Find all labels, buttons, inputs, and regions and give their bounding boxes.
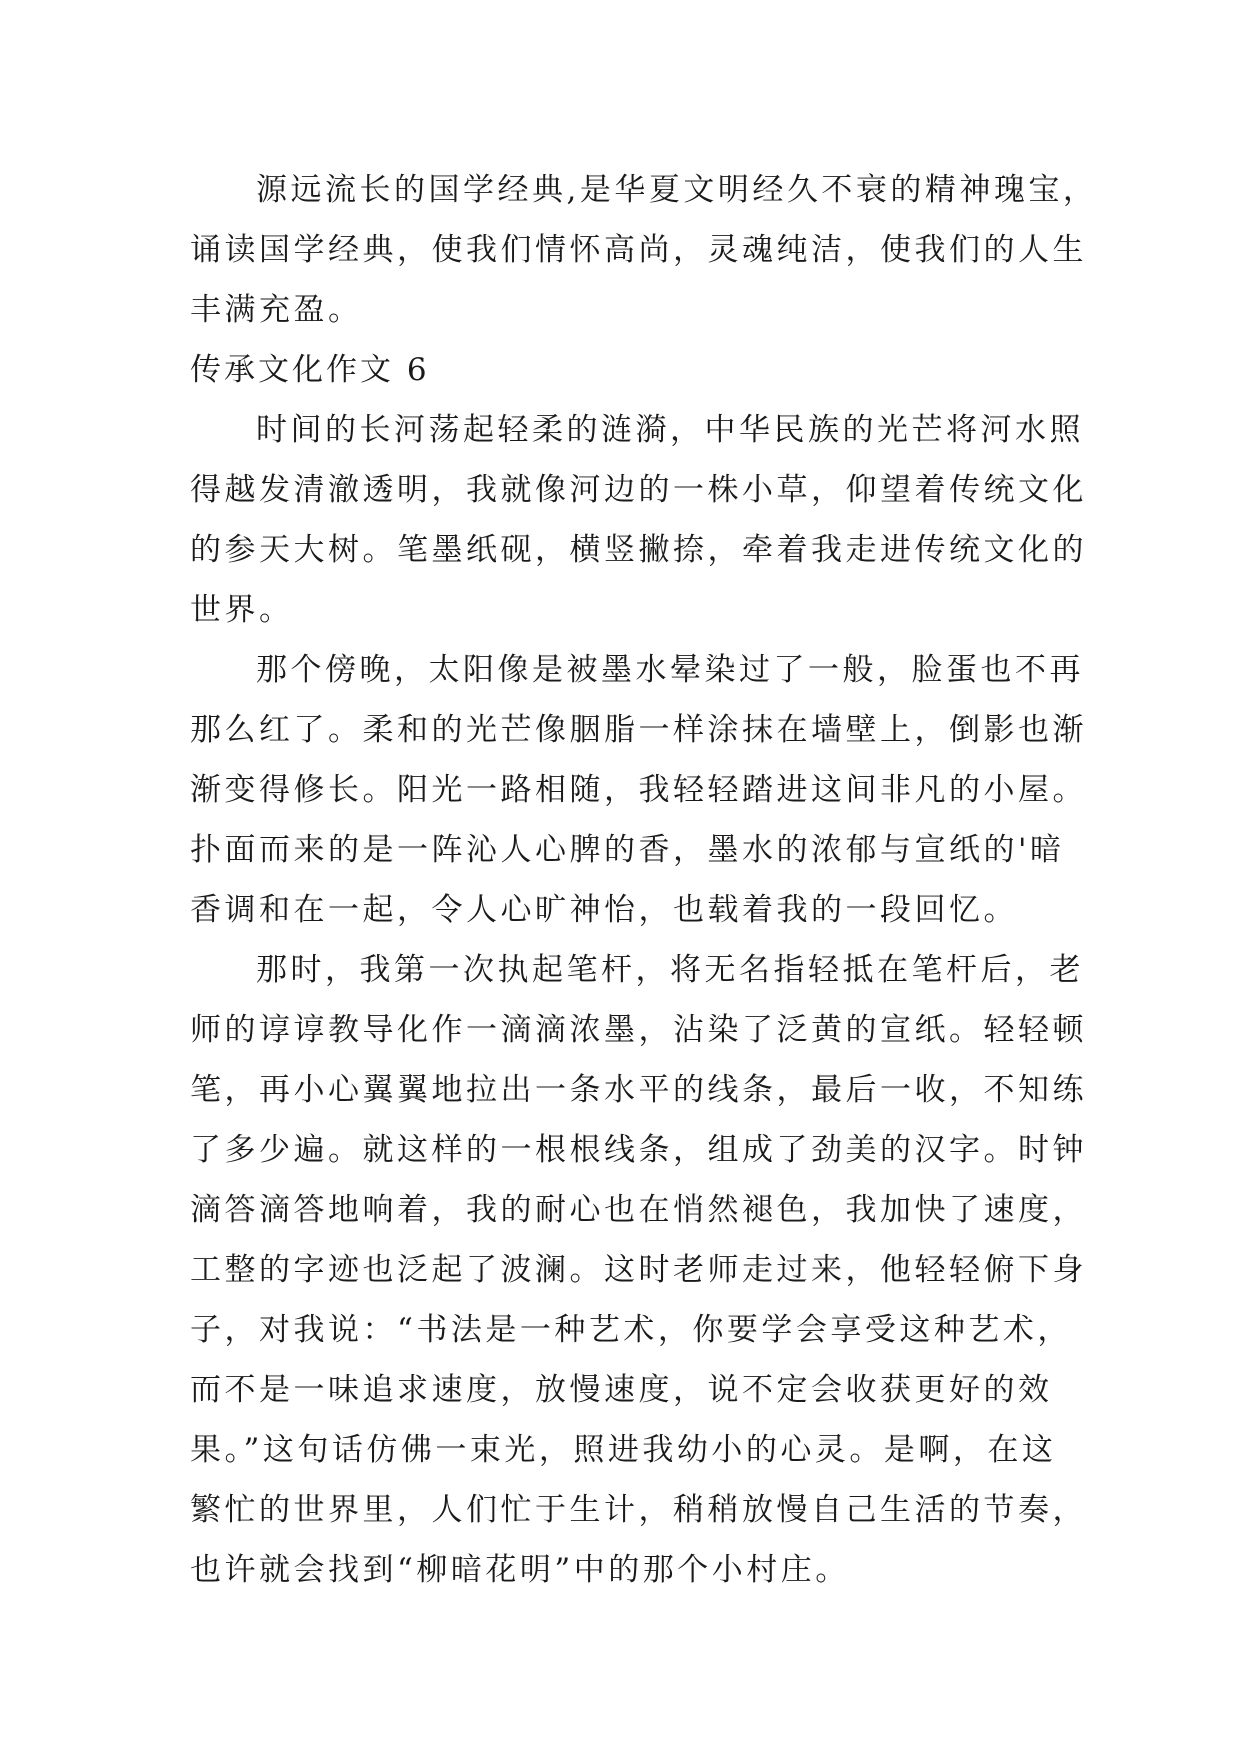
- paragraph-1: [190, 400, 1087, 640]
- paragraph-2: [190, 640, 1087, 940]
- text-line: 笔，再小心翼翼地拉出一条水平的线条，最后一收，不知练: [190, 1072, 1087, 1108]
- text-line: 而不是一味追求速度，放慢速度，说不定会收获更好的效: [190, 1372, 1053, 1408]
- text-line: 工整的字迹也泛起了波澜。这时老师走过来，他轻轻俯下身: [190, 1252, 1087, 1288]
- text-line: 那个傍晚，太阳像是被墨水晕染过了一般，脸蛋也不再: [256, 652, 1084, 688]
- text-line: 世界。: [190, 592, 294, 628]
- text-line: 时间的长河荡起轻柔的涟漪，中华民族的光芒将河水照: [256, 412, 1084, 448]
- text-line: 诵读国学经典，使我们情怀高尚，灵魂纯洁，使我们的人生: [190, 232, 1087, 268]
- text-line: 那时，我第一次执起笔杆，将无名指轻抵在笔杆后，老: [256, 952, 1084, 988]
- text-line: 的参天大树。笔墨纸砚，横竖撇捺，牵着我走进传统文化的: [190, 532, 1087, 568]
- text-line: 果。”这句话仿佛一束光，照进我幼小的心灵。是啊，在这: [190, 1432, 1057, 1468]
- text-line: 源远流长的国学经典,是华夏文明经久不衰的精神瑰宝，: [256, 172, 1098, 208]
- intro-paragraph: [190, 160, 1098, 340]
- text-line: 那么红了。柔和的光芒像胭脂一样涂抹在墙壁上，倒影也渐: [190, 712, 1087, 748]
- section-title: 传承文化作文 6: [190, 352, 430, 388]
- text-line: 得越发清澈透明，我就像河边的一株小草，仰望着传统文化: [190, 472, 1087, 508]
- text-line: 滴答滴答地响着，我的耐心也在悄然褪色，我加快了速度，: [190, 1192, 1087, 1228]
- paragraph-3: [190, 940, 1087, 1600]
- text-line: 丰满充盈。: [190, 292, 363, 328]
- text-line: 也许就会找到“柳暗花明”中的那个小村庄。: [190, 1552, 850, 1588]
- text-line: 香调和在一起，令人心旷神怡，也载着我的一段回忆。: [190, 892, 1018, 928]
- text-line: 扑面而来的是一阵沁人心脾的香，墨水的浓郁与宣纸的'暗: [190, 832, 1065, 868]
- document-body: [190, 160, 1098, 1600]
- text-line: 子，对我说：“书法是一种艺术，你要学会享受这种艺术，: [190, 1312, 1072, 1348]
- text-line: 繁忙的世界里，人们忙于生计，稍稍放慢自己生活的节奏，: [190, 1492, 1087, 1528]
- text-line: 师的谆谆教导化作一滴滴浓墨，沾染了泛黄的宣纸。轻轻顿: [190, 1012, 1087, 1048]
- text-line: 了多少遍。就这样的一根根线条，组成了劲美的汉字。时钟: [190, 1132, 1087, 1168]
- text-line: 渐变得修长。阳光一路相随，我轻轻踏进这间非凡的小屋。: [190, 772, 1087, 808]
